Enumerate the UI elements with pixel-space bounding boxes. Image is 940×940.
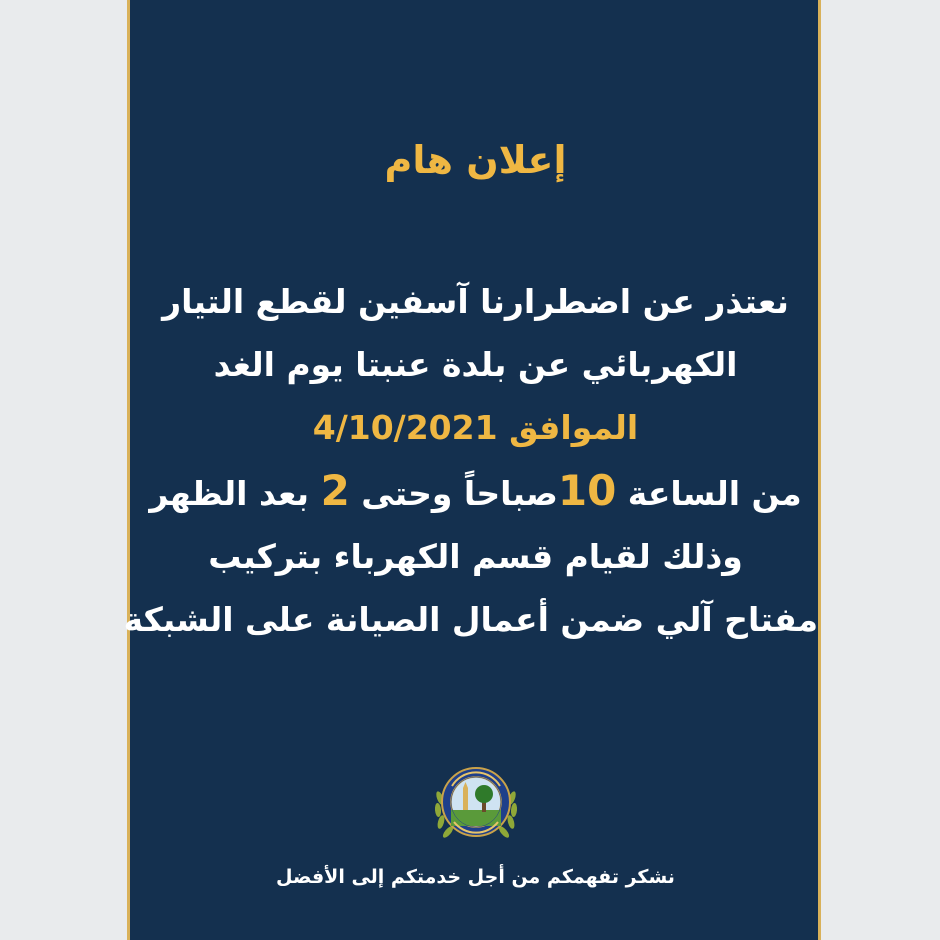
end-hour: 2 [320,466,350,515]
time-line [133,459,818,525]
start-hour: 10 [557,466,617,515]
left-side-panel [0,0,130,940]
announcement-body [123,270,818,651]
body-line-1: نعتذر عن اضطرارنا آسفين لقطع التيار [162,282,789,321]
footer-thanks: نشكر تفهمكم من أجل خدمتكم إلى الأفضل [276,866,675,888]
time-middle: صباحاً وحتى [349,474,558,513]
announcement-title: إعلان هام [384,138,567,182]
time-prefix: من الساعة [616,474,802,513]
municipality-seal-icon [430,758,522,850]
body-line-6: مفتاح آلي ضمن أعمال الصيانة على الشبكة [123,600,818,639]
date-line: الموافق 4/10/2021 [312,408,639,447]
body-line-5: وذلك لقيام قسم الكهرباء بتركيب [208,537,743,576]
announcement-card [123,0,818,940]
right-side-panel [818,0,940,940]
time-suffix: بعد الظهر [149,474,321,513]
body-line-2: الكهربائي عن بلدة عنبتا يوم الغد [213,345,738,384]
